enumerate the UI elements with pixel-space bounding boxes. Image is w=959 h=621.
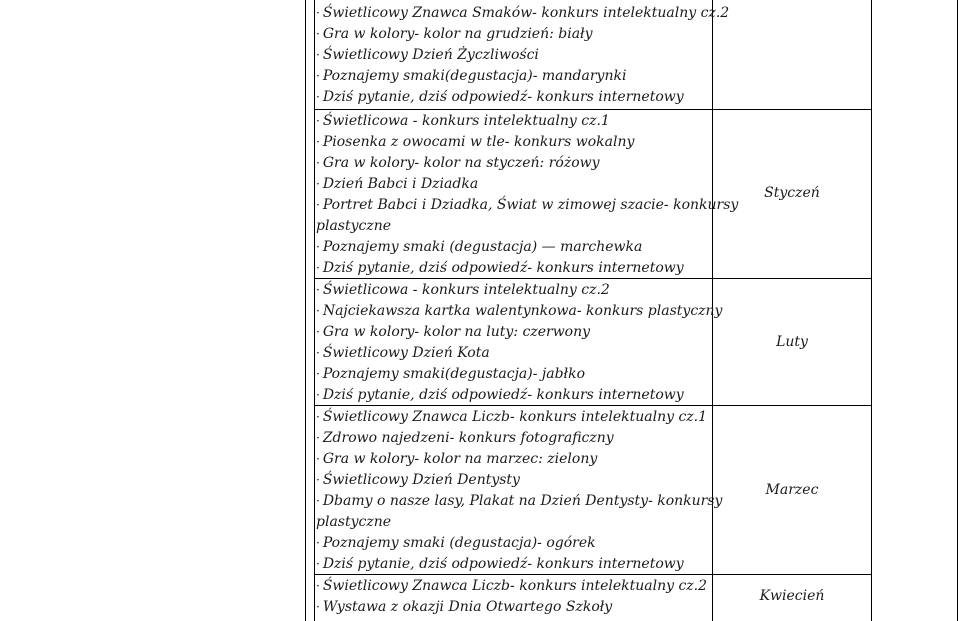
- month-label-february: Luty: [776, 334, 808, 350]
- row-divider: [314, 109, 871, 110]
- activity-line: · Gra w kolory- kolor na grudzień: biały: [316, 26, 593, 42]
- activity-line: · Dziś pytanie, dziś odpowiedź- konkurs internetowy: [316, 387, 684, 403]
- activity-line: · Dziś pytanie, dziś odpowiedź- konkurs internetowy: [316, 89, 684, 105]
- activity-line: · Świetlicowy Dzień Dentysty: [316, 472, 520, 488]
- table-border-left: [305, 0, 306, 621]
- activity-line: · Najciekawsza kartka walentynkowa- konkurs plastyczny: [316, 303, 723, 319]
- table-border-far-right: [957, 0, 958, 621]
- activity-line: · Dzień Babci i Dziadka: [316, 176, 479, 192]
- activity-line: · Poznajemy smaki(degustacja)- mandarynki: [316, 68, 627, 84]
- table-border-inner-left: [314, 0, 315, 621]
- month-label-january: Styczeń: [764, 185, 820, 201]
- activity-line: · Gra w kolory- kolor na styczeń: różowy: [316, 155, 600, 171]
- activity-line: · Gra w kolory- kolor na marzec: zielony: [316, 451, 598, 467]
- activity-line: · Świetlicowy Dzień Kota: [316, 345, 490, 361]
- activity-line: · Świetlicowy Znawca Smaków- konkurs intelektualny cz.2: [316, 5, 730, 21]
- activity-line-continued: plastyczne: [316, 514, 392, 530]
- activity-line: · Świetlicowy Znawca Liczb- konkurs intelektualny cz.1: [316, 409, 708, 425]
- activity-line: · Poznajemy smaki (degustacja)- ogórek: [316, 535, 596, 551]
- activity-line: · Wystawa z okazji Dnia Otwartego Szkoły: [316, 599, 613, 615]
- row-divider: [314, 278, 871, 279]
- activity-line: · Gra w kolory- kolor na luty: czerwony: [316, 324, 591, 340]
- row-divider: [314, 405, 871, 406]
- activity-line: · Dziś pytanie, dziś odpowiedź- konkurs internetowy: [316, 260, 684, 276]
- month-label-march: Marzec: [765, 482, 819, 498]
- activity-line: · Świetlicowy Dzień Życzliwości: [316, 47, 539, 63]
- activity-line: · Świetlicowa - konkurs intelektualny cz.1: [316, 113, 610, 129]
- table-border-right: [871, 0, 872, 621]
- activity-line: · Świetlicowa - konkurs intelektualny cz.2: [316, 282, 610, 298]
- activity-line: · Portret Babci i Dziadka, Świat w zimowej szacie- konkursy: [316, 197, 739, 213]
- activity-line: · Dziś pytanie, dziś odpowiedź- konkurs internetowy: [316, 556, 684, 572]
- activity-line: · Dbamy o nasze lasy, Plakat na Dzień Dentysty- konkursy: [316, 493, 723, 509]
- month-label-april: Kwiecień: [759, 588, 825, 604]
- activity-line-continued: plastyczne: [316, 218, 392, 234]
- activity-line: · Poznajemy smaki(degustacja)- jabłko: [316, 366, 585, 382]
- activity-line: · Zdrowo najedzeni- konkurs fotograficzny: [316, 430, 614, 446]
- activity-line: · Poznajemy smaki (degustacja) — marchewka: [316, 239, 643, 255]
- activity-line: · Piosenka z owocami w tle- konkurs wokalny: [316, 134, 635, 150]
- activity-line: · Świetlicowy Znawca Liczb- konkurs intelektualny cz.2: [316, 578, 708, 594]
- row-divider: [314, 574, 871, 575]
